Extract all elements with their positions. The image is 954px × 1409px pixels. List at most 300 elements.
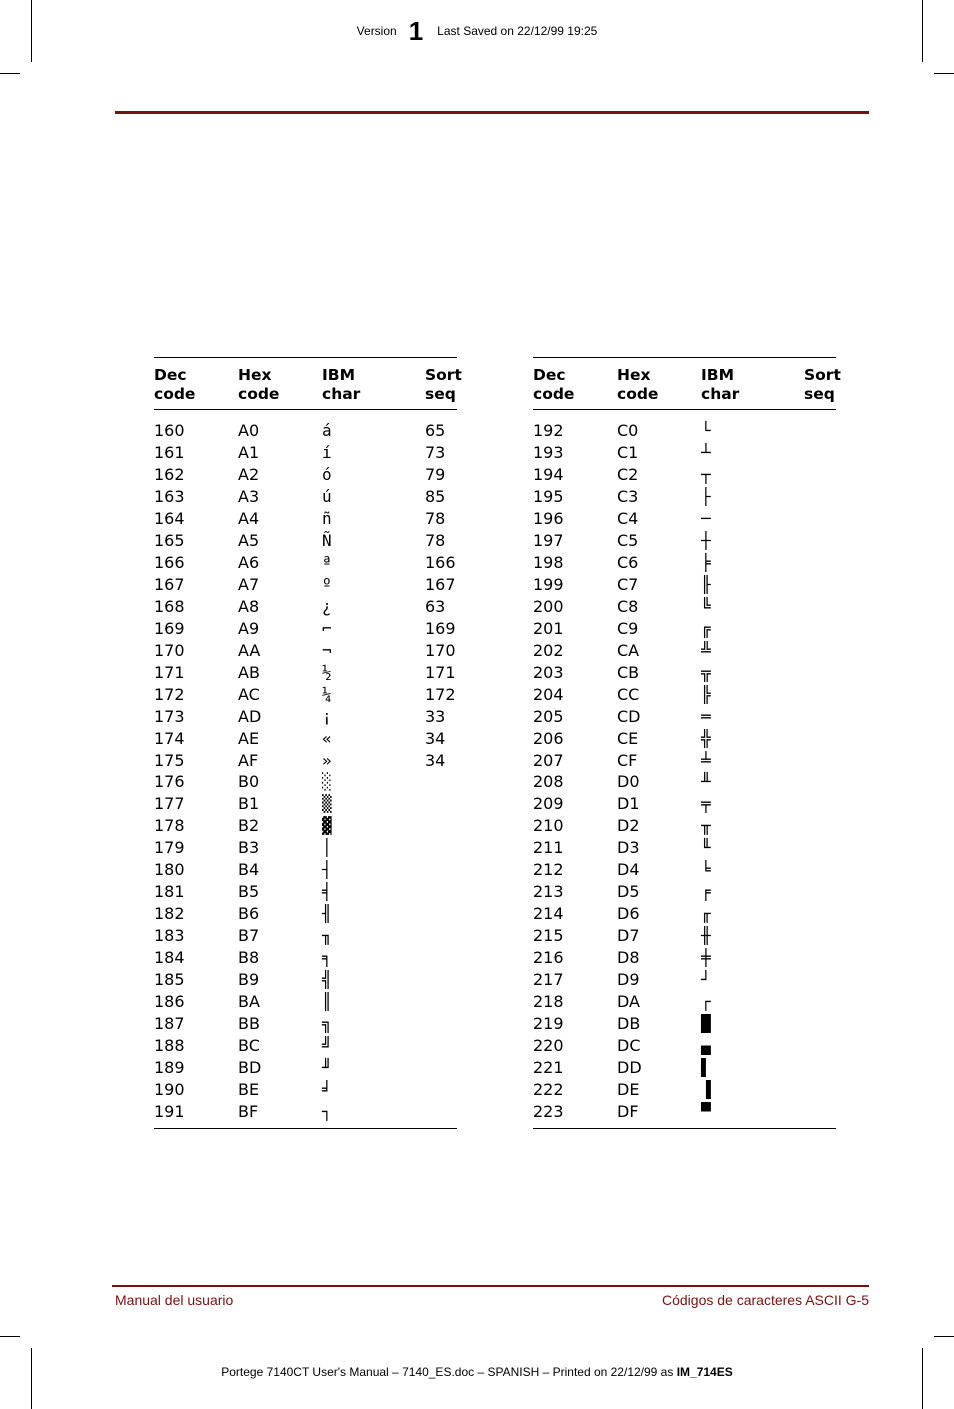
ibm-char: ╩ [701, 640, 711, 660]
hex-code: A6 [238, 553, 260, 573]
table-row [533, 1078, 836, 1100]
table-row [154, 705, 457, 727]
ibm-char: ½ [322, 662, 332, 682]
hex-code: B2 [238, 816, 260, 836]
sort-seq: 63 [425, 596, 446, 616]
hex-code: B3 [238, 838, 260, 858]
ibm-char: ┘ [701, 969, 711, 989]
hex-code: C0 [617, 421, 639, 441]
ibm-char: ╔ [701, 618, 711, 638]
dec-code: 186 [154, 991, 185, 1011]
table-row [154, 596, 457, 618]
header-ibm: IBM char [701, 366, 740, 403]
table-row [533, 968, 836, 990]
table-row [533, 859, 836, 881]
ibm-char: ═ [701, 706, 711, 726]
hex-code: D7 [617, 926, 640, 946]
dec-code: 205 [533, 706, 564, 726]
hex-code: D8 [617, 947, 640, 967]
table-row [154, 420, 457, 442]
hex-code: CE [617, 728, 639, 748]
ibm-char: ¬ [322, 640, 332, 660]
sort-seq: 166 [425, 553, 456, 573]
table-row [154, 683, 457, 705]
ibm-char: ░ [322, 772, 332, 792]
dec-code: 216 [533, 947, 564, 967]
table-row [154, 508, 457, 530]
hex-code: CA [617, 640, 640, 660]
hex-code: A4 [238, 509, 260, 529]
sort-seq: 170 [425, 640, 456, 660]
table-row [154, 793, 457, 815]
table-row [154, 574, 457, 596]
hex-code: BE [238, 1079, 260, 1099]
hex-code: C5 [617, 531, 639, 551]
ibm-char: └ [701, 421, 711, 441]
top-rule [115, 111, 869, 114]
hex-code: DB [617, 1013, 641, 1033]
table-bottom-rule [154, 1128, 457, 1129]
hex-code: C8 [617, 596, 639, 616]
sort-seq: 169 [425, 618, 456, 638]
table-row [154, 486, 457, 508]
table-row [533, 552, 836, 574]
header-hex: Hex code [238, 366, 280, 403]
ibm-char: ╓ [701, 904, 711, 924]
ibm-char: ╬ [701, 728, 711, 748]
hex-code: A0 [238, 421, 260, 441]
dec-code: 210 [533, 816, 564, 836]
dec-code: 194 [533, 465, 564, 485]
ibm-char: ╞ [701, 553, 711, 573]
hex-code: C6 [617, 553, 639, 573]
ibm-char: ó [322, 465, 332, 485]
hex-code: CC [617, 684, 640, 704]
table-row [533, 925, 836, 947]
hex-code: B5 [238, 882, 260, 902]
sort-seq: 172 [425, 684, 456, 704]
table-row [533, 420, 836, 442]
hex-code: CD [617, 706, 641, 726]
table-row [533, 486, 836, 508]
hex-code: A8 [238, 596, 260, 616]
table-row [533, 596, 836, 618]
dec-code: 218 [533, 991, 564, 1011]
ibm-char: ┤ [322, 860, 332, 880]
table-row [533, 990, 836, 1012]
hex-code: D3 [617, 838, 640, 858]
dec-code: 223 [533, 1101, 564, 1121]
hex-code: C1 [617, 443, 639, 463]
table-row [533, 661, 836, 683]
table-row [154, 530, 457, 552]
hex-code: A9 [238, 618, 260, 638]
dec-code: 171 [154, 662, 185, 682]
dec-code: 199 [533, 575, 564, 595]
table-row [154, 859, 457, 881]
ibm-char: ╪ [701, 947, 711, 967]
hex-code: D1 [617, 794, 640, 814]
ibm-char: ║ [322, 991, 332, 1011]
ibm-char: █ [701, 1013, 711, 1033]
ibm-char: ¡ [322, 706, 332, 726]
ibm-char: ╫ [701, 926, 711, 946]
header-meta [0, 18, 954, 44]
table-row [533, 574, 836, 596]
dec-code: 206 [533, 728, 564, 748]
ibm-char: ú [322, 487, 332, 507]
hex-code: AB [238, 662, 260, 682]
ibm-char: ª [322, 553, 332, 573]
table-row [533, 881, 836, 903]
dec-code: 175 [154, 750, 185, 770]
version-number: 1 [408, 16, 424, 46]
hex-code: BC [238, 1035, 260, 1055]
ibm-char: ╛ [322, 1079, 332, 1099]
print-meta-text: Portege 7140CT User's Manual – 7140_ES.doc – SPANISH – Printed on 22/12/99 as [221, 1365, 677, 1379]
hex-code: C2 [617, 465, 639, 485]
hex-code: A7 [238, 575, 260, 595]
ibm-char: ╦ [701, 662, 711, 682]
table-row [154, 1056, 457, 1078]
table-row [154, 464, 457, 486]
table-row [154, 1012, 457, 1034]
table-row [154, 947, 457, 969]
dec-code: 185 [154, 969, 185, 989]
header-dec: Dec code [533, 366, 575, 403]
dec-code: 176 [154, 772, 185, 792]
hex-code: D6 [617, 904, 640, 924]
table-row [533, 639, 836, 661]
dec-code: 200 [533, 596, 564, 616]
version-label: Version [356, 24, 397, 38]
print-meta [0, 1365, 954, 1379]
table-body [533, 410, 836, 1128]
header-sort: Sort seq [804, 366, 841, 403]
ibm-char: ╣ [322, 969, 332, 989]
ibm-char: ╕ [322, 947, 332, 967]
hex-code: B8 [238, 947, 260, 967]
header-hex: Hex code [617, 366, 659, 403]
table-row [533, 705, 836, 727]
hex-code: A2 [238, 465, 260, 485]
table-row [533, 793, 836, 815]
hex-code: C3 [617, 487, 639, 507]
ibm-char: ╘ [701, 860, 711, 880]
dec-code: 209 [533, 794, 564, 814]
table-row [154, 903, 457, 925]
table-row [533, 837, 836, 859]
table-row [533, 903, 836, 925]
ibm-char: ¼ [322, 684, 332, 704]
hex-code: CF [617, 750, 638, 770]
hex-code: B1 [238, 794, 260, 814]
ibm-char: á [322, 421, 332, 441]
table-row [154, 815, 457, 837]
hex-code: DC [617, 1035, 641, 1055]
dec-code: 190 [154, 1079, 185, 1099]
ibm-char: ╨ [701, 772, 711, 792]
ibm-char: ╜ [322, 1057, 332, 1077]
hex-code: D4 [617, 860, 640, 880]
sort-seq: 65 [425, 421, 446, 441]
dec-code: 184 [154, 947, 185, 967]
dec-code: 164 [154, 509, 185, 529]
hex-code: C7 [617, 575, 639, 595]
ibm-char: ╚ [701, 596, 711, 616]
dec-code: 207 [533, 750, 564, 770]
ibm-char: ñ [322, 509, 332, 529]
header-dec: Dec code [154, 366, 196, 403]
dec-code: 213 [533, 882, 564, 902]
ibm-char: « [322, 728, 332, 748]
hex-code: CB [617, 662, 640, 682]
hex-code: A5 [238, 531, 260, 551]
dec-code: 208 [533, 772, 564, 792]
table-row [533, 947, 836, 969]
table-row [154, 990, 457, 1012]
hex-code: AF [238, 750, 259, 770]
ibm-char: ▄ [701, 1035, 711, 1055]
ascii-table-left [154, 357, 462, 1129]
dec-code: 170 [154, 640, 185, 660]
table-row [533, 508, 836, 530]
sort-seq: 85 [425, 487, 446, 507]
table-row [533, 1056, 836, 1078]
dec-code: 204 [533, 684, 564, 704]
dec-code: 188 [154, 1035, 185, 1055]
table-row [533, 771, 836, 793]
sort-seq: 167 [425, 575, 456, 595]
ibm-char: │ [322, 838, 332, 858]
crop-mark [0, 1336, 20, 1337]
last-saved: Last Saved on 22/12/99 19:25 [437, 24, 598, 38]
sort-seq: 34 [425, 750, 446, 770]
dec-code: 160 [154, 421, 185, 441]
table-row [154, 968, 457, 990]
crop-mark [0, 73, 20, 74]
dec-code: 183 [154, 926, 185, 946]
table-row [154, 1034, 457, 1056]
ibm-char: ┴ [701, 443, 711, 463]
dec-code: 174 [154, 728, 185, 748]
dec-code: 198 [533, 553, 564, 573]
dec-code: 179 [154, 838, 185, 858]
table-row [154, 749, 457, 771]
ibm-char: ╗ [322, 1013, 332, 1033]
hex-code: AA [238, 640, 261, 660]
ibm-char: º [322, 575, 332, 595]
table-row [154, 925, 457, 947]
dec-code: 197 [533, 531, 564, 551]
dec-code: 192 [533, 421, 564, 441]
dec-code: 163 [154, 487, 185, 507]
ibm-char: ╒ [701, 882, 711, 902]
ibm-char: ▀ [701, 1101, 711, 1121]
hex-code: BB [238, 1013, 260, 1033]
dec-code: 201 [533, 618, 564, 638]
hex-code: D9 [617, 969, 640, 989]
table-row [533, 683, 836, 705]
table-row [533, 1012, 836, 1034]
table-row [154, 639, 457, 661]
dec-code: 165 [154, 531, 185, 551]
hex-code: BF [238, 1101, 259, 1121]
sort-seq: 78 [425, 531, 446, 551]
hex-code: B4 [238, 860, 260, 880]
table-row [154, 617, 457, 639]
footer-right: Códigos de caracteres ASCII G-5 [662, 1292, 869, 1308]
dec-code: 168 [154, 596, 185, 616]
table-row [154, 771, 457, 793]
hex-code: BA [238, 991, 260, 1011]
table-row [154, 1100, 457, 1122]
hex-code: A1 [238, 443, 260, 463]
table-body [154, 410, 457, 1128]
hex-code: B9 [238, 969, 260, 989]
dec-code: 173 [154, 706, 185, 726]
ibm-char: í [322, 443, 332, 463]
ibm-char: ╡ [322, 882, 332, 902]
dec-code: 187 [154, 1013, 185, 1033]
table-row [533, 1100, 836, 1122]
hex-code: AD [238, 706, 262, 726]
dec-code: 219 [533, 1013, 564, 1033]
hex-code: AE [238, 728, 260, 748]
sort-seq: 78 [425, 509, 446, 529]
hex-code: DA [617, 991, 640, 1011]
ibm-char: ╠ [701, 684, 711, 704]
dec-code: 172 [154, 684, 185, 704]
ibm-char: ┐ [322, 1101, 332, 1121]
crop-mark [934, 1336, 954, 1337]
dec-code: 202 [533, 640, 564, 660]
ibm-char: ╝ [322, 1035, 332, 1055]
ibm-char: ╟ [701, 575, 711, 595]
ibm-char: ╥ [701, 816, 711, 836]
hex-code: B7 [238, 926, 260, 946]
hex-code: A3 [238, 487, 260, 507]
ibm-char: ┌ [701, 991, 711, 1011]
table-header [154, 358, 462, 410]
hex-code: DD [617, 1057, 642, 1077]
dec-code: 162 [154, 465, 185, 485]
ibm-char: ▒ [322, 794, 332, 814]
ibm-char: ├ [701, 487, 711, 507]
ibm-char: ⌐ [322, 618, 332, 638]
dec-code: 161 [154, 443, 185, 463]
ibm-char: ▓ [322, 816, 332, 836]
dec-code: 189 [154, 1057, 185, 1077]
dec-code: 182 [154, 904, 185, 924]
hex-code: D0 [617, 772, 640, 792]
dec-code: 166 [154, 553, 185, 573]
hex-code: BD [238, 1057, 262, 1077]
bottom-rule [112, 1285, 869, 1287]
table-row [154, 552, 457, 574]
footer-left: Manual del usuario [115, 1292, 234, 1308]
table-row [533, 464, 836, 486]
hex-code: B6 [238, 904, 260, 924]
ibm-char: ╙ [701, 838, 711, 858]
table-row [533, 1034, 836, 1056]
ibm-char: » [322, 750, 332, 770]
table-row [154, 881, 457, 903]
hex-code: D2 [617, 816, 640, 836]
dec-code: 217 [533, 969, 564, 989]
table-row [533, 617, 836, 639]
ascii-table-right [533, 357, 841, 1129]
header-ibm: IBM char [322, 366, 361, 403]
table-row [154, 661, 457, 683]
sort-seq: 33 [425, 706, 446, 726]
dec-code: 222 [533, 1079, 564, 1099]
table-bottom-rule [533, 1128, 836, 1129]
table-row [154, 837, 457, 859]
ibm-char: ┼ [701, 531, 711, 551]
dec-code: 178 [154, 816, 185, 836]
sort-seq: 34 [425, 728, 446, 748]
header-sort: Sort seq [425, 366, 462, 403]
table-row [154, 1078, 457, 1100]
hex-code: B0 [238, 772, 260, 792]
ibm-char: ▌ [701, 1057, 711, 1077]
dec-code: 220 [533, 1035, 564, 1055]
sort-seq: 73 [425, 443, 446, 463]
sort-seq: 171 [425, 662, 456, 682]
dec-code: 193 [533, 443, 564, 463]
table-row [533, 727, 836, 749]
ibm-char: ¿ [322, 596, 332, 616]
dec-code: 169 [154, 618, 185, 638]
ibm-char: ╧ [701, 750, 711, 770]
ibm-char: Ñ [322, 531, 332, 551]
ibm-char: ─ [701, 509, 711, 529]
table-row [533, 815, 836, 837]
dec-code: 211 [533, 838, 564, 858]
dec-code: 215 [533, 926, 564, 946]
ibm-char: ╤ [701, 794, 711, 814]
table-row [533, 530, 836, 552]
hex-code: C4 [617, 509, 639, 529]
sort-seq: 79 [425, 465, 446, 485]
hex-code: AC [238, 684, 260, 704]
dec-code: 180 [154, 860, 185, 880]
print-meta-code: IM_714ES [676, 1365, 733, 1379]
table-row [533, 749, 836, 771]
dec-code: 177 [154, 794, 185, 814]
ibm-char: ╖ [322, 926, 332, 946]
dec-code: 181 [154, 882, 185, 902]
dec-code: 191 [154, 1101, 185, 1121]
table-header [533, 358, 841, 410]
table-row [154, 727, 457, 749]
ibm-char: ▐ [701, 1079, 711, 1099]
crop-mark [934, 73, 954, 74]
dec-code: 196 [533, 509, 564, 529]
dec-code: 214 [533, 904, 564, 924]
dec-code: 167 [154, 575, 185, 595]
ibm-char: ┬ [701, 465, 711, 485]
hex-code: DE [617, 1079, 640, 1099]
ibm-char: ╢ [322, 904, 332, 924]
dec-code: 221 [533, 1057, 564, 1077]
hex-code: D5 [617, 882, 640, 902]
hex-code: DF [617, 1101, 639, 1121]
dec-code: 195 [533, 487, 564, 507]
dec-code: 212 [533, 860, 564, 880]
table-row [154, 442, 457, 464]
